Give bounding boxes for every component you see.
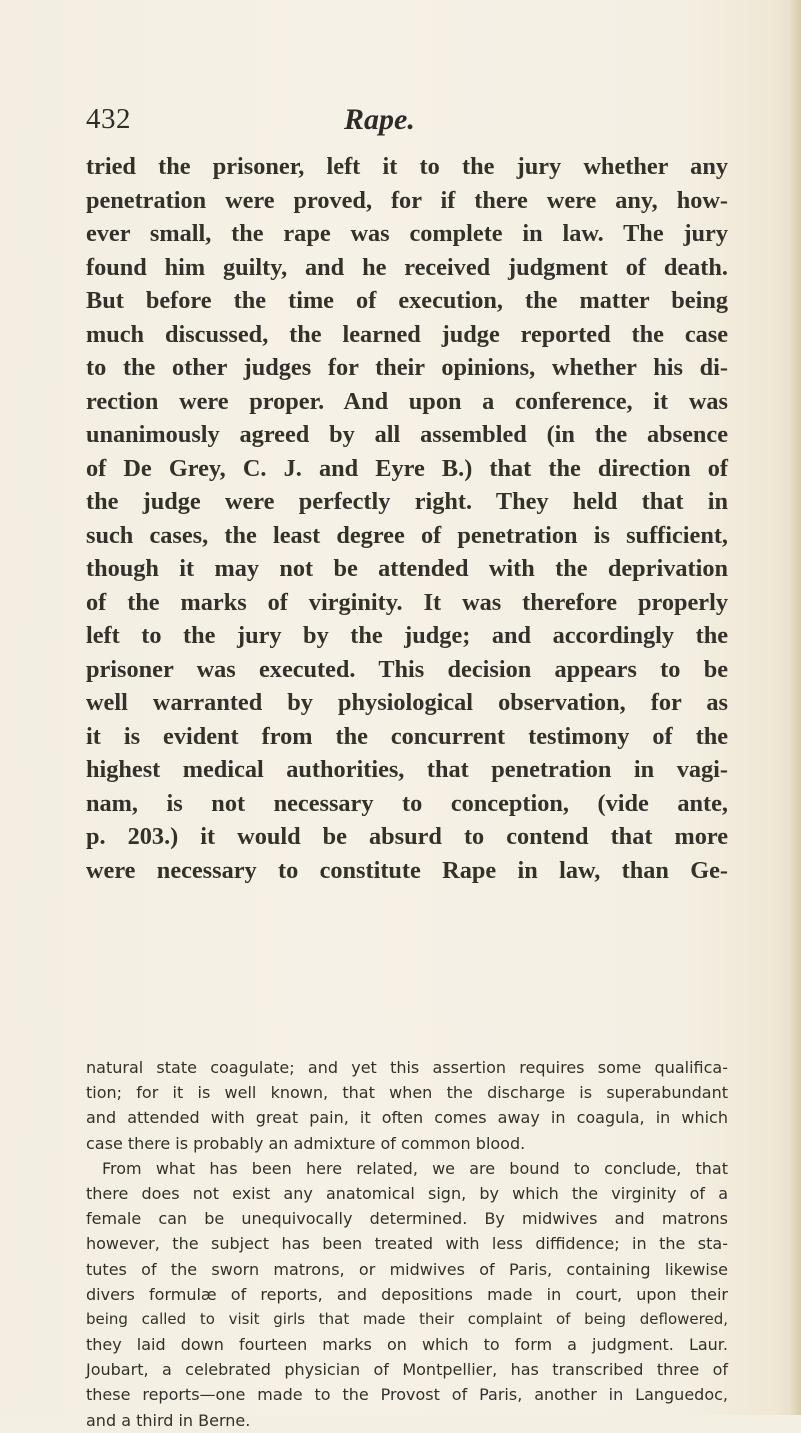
footnote-line: there does not exist any anatomical sign, by which the virginity of a bbox=[86, 1183, 728, 1203]
body-line: it is evident from the concurrent testimony of the bbox=[86, 722, 728, 750]
body-line: highest medical authorities, that penetration in vagi- bbox=[86, 756, 728, 783]
footnote-line: tutes of the sworn matrons, or midwives of Paris, containing likewise bbox=[86, 1259, 728, 1279]
running-title: Rape. bbox=[344, 103, 415, 136]
body-line: to the other judges for their opinions, whether his di- bbox=[86, 354, 728, 381]
footnote-line: divers formulæ of reports, and depositions made in court, upon their bbox=[86, 1284, 728, 1304]
footnote-line: female can be unequivocally determined. By midwives and matrons bbox=[86, 1209, 728, 1229]
body-line: were necessary to constitute Rape in law, than Ge- bbox=[86, 856, 728, 884]
body-line: nam, is not necessary to conception, (vide ante, bbox=[86, 789, 728, 817]
body-line: though it may not be attended with the deprivation bbox=[86, 555, 728, 582]
body-line: the judge were perfectly right. They held that in bbox=[86, 488, 728, 515]
body-line: But before the time of execution, the matter being bbox=[86, 287, 728, 314]
body-line: rection were proper. And upon a conference, it was bbox=[86, 387, 728, 415]
footnote-line: being called to visit girls that made their complaint of being deflowered, bbox=[86, 1309, 728, 1328]
page-header bbox=[86, 103, 726, 143]
main-body-text bbox=[86, 150, 728, 887]
body-line: unanimously agreed by all assembled (in the absence bbox=[86, 421, 728, 448]
footnote-text bbox=[86, 1055, 728, 1433]
body-line: of De Grey, C. J. and Eyre B.) that the direction of bbox=[86, 454, 728, 482]
footnote-line: however, the subject has been treated with less diffidence; in the sta- bbox=[86, 1234, 728, 1254]
body-line: prisoner was executed. This decision appears to be bbox=[86, 655, 728, 683]
body-line: p. 203.) it would be absurd to contend that more bbox=[86, 823, 728, 850]
footnote-line: tion; for it is well known, that when the discharge is superabundant bbox=[86, 1083, 728, 1103]
body-line: well warranted by physiological observation, for as bbox=[86, 689, 728, 716]
body-line: of the marks of virginity. It was therefore properly bbox=[86, 588, 728, 616]
footnote-line: From what has been here related, we are bound to conclude, that bbox=[102, 1158, 728, 1178]
body-line: ever small, the rape was complete in law. The jury bbox=[86, 220, 728, 247]
body-line: tried the prisoner, left it to the jury whether any bbox=[86, 153, 728, 180]
page-number: 432 bbox=[86, 103, 131, 135]
body-line: much discussed, the learned judge reported the case bbox=[86, 320, 728, 348]
footnote-line: and a third in Berne. bbox=[86, 1410, 251, 1430]
page-edge-shadow bbox=[789, 0, 801, 1415]
body-line: left to the jury by the judge; and accordingly the bbox=[86, 622, 728, 649]
body-line: such cases, the least degree of penetration is sufficient, bbox=[86, 521, 728, 549]
footnote-line: natural state coagulate; and yet this assertion requires some qualifica- bbox=[86, 1058, 728, 1077]
footnote-line: these reports—one made to the Provost of Paris, another in Languedoc, bbox=[86, 1385, 728, 1405]
body-line: found him guilty, and he received judgment of death. bbox=[86, 253, 728, 281]
footnote-line: case there is probably an admixture of common blood. bbox=[86, 1133, 526, 1153]
footnote-line: and attended with great pain, it often comes away in coagula, in which bbox=[86, 1108, 728, 1128]
body-line: penetration were proved, for if there were any, how- bbox=[86, 186, 728, 214]
footnote-line: Joubart, a celebrated physician of Montpellier, has transcribed three of bbox=[86, 1360, 728, 1380]
footnote-line: they laid down fourteen marks on which to form a judgment. Laur. bbox=[86, 1335, 728, 1355]
